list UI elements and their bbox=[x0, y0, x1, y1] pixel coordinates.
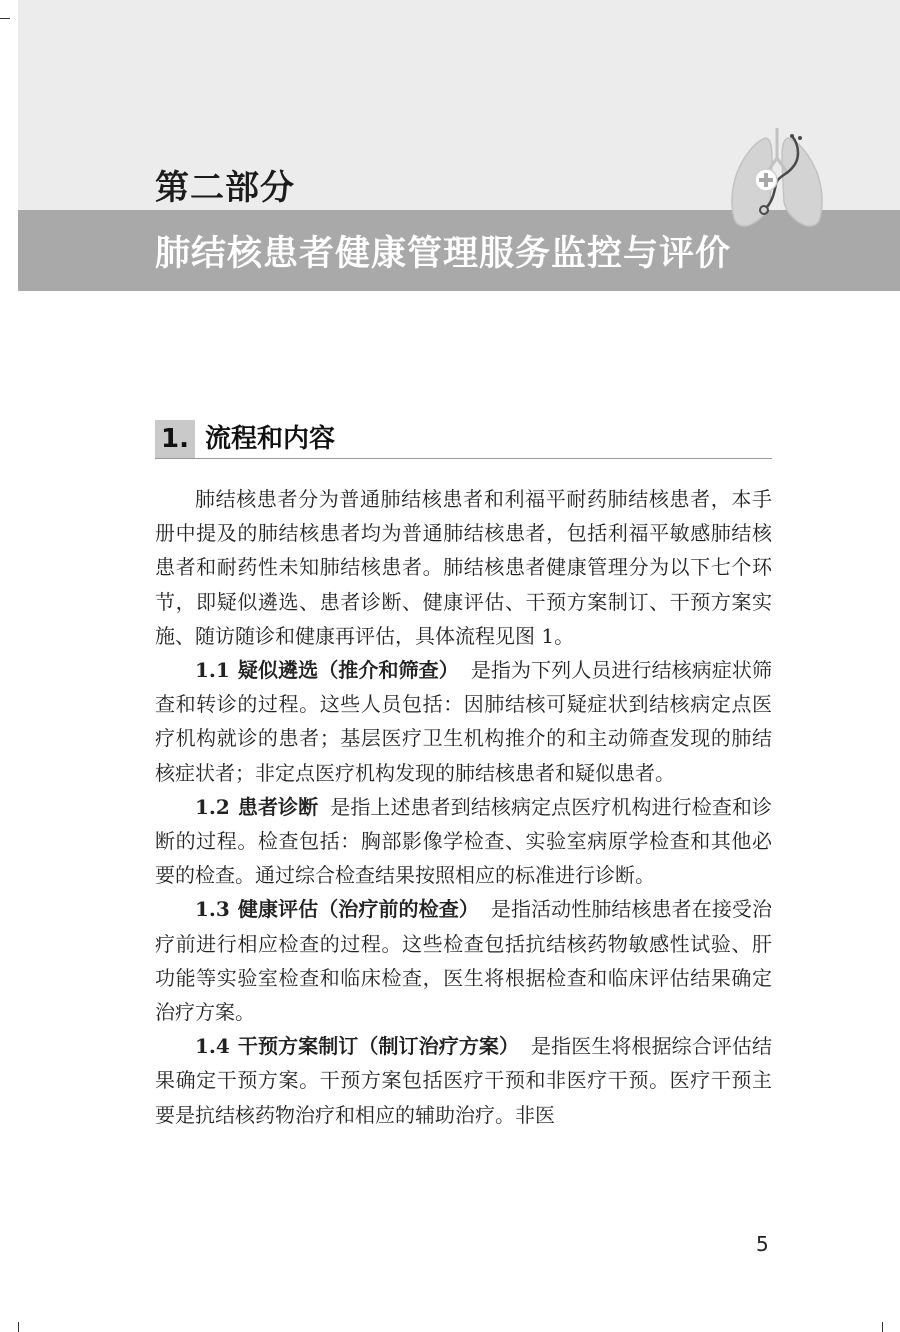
crop-mark bbox=[882, 1322, 883, 1332]
paragraph-text: 是指上述患者到结核病定点医疗机构进行检查和诊断的过程。检查包括：胸部影像学检查、实验室病原学检查和其他必要的检查。通过综合检查结果按照相应的标准进行诊断。 bbox=[155, 794, 773, 888]
subsection-number: 1.2 bbox=[195, 794, 230, 819]
part-title: 肺结核患者健康管理服务监控与评价 bbox=[155, 233, 732, 274]
paragraph bbox=[155, 482, 772, 653]
paragraph bbox=[155, 653, 772, 790]
paragraph-text: 是指为下列人员进行结核病症状筛查和转诊的过程。这些人员包括：因肺结核可疑症状到结核病定点医疗机构就诊的患者；基层医疗卫生机构推介的和主动筛查发现的肺结核症状者；非定点医疗机构发现的肺结核患者和疑似患者。 bbox=[155, 658, 773, 785]
part-label: 第二部分 bbox=[155, 168, 295, 208]
subsection-number: 1.4 bbox=[195, 1034, 230, 1059]
subsection-title: 患者诊断 bbox=[237, 794, 319, 819]
paragraph bbox=[155, 790, 772, 893]
subsection-title: 健康评估（治疗前的检查） bbox=[237, 897, 479, 922]
lungs-stethoscope-icon bbox=[718, 128, 836, 240]
subsection-number: 1.1 bbox=[195, 658, 230, 683]
paragraph-text: 是指医生将根据综合评估结果确定干预方案。干预方案包括医疗干预和非医疗干预。医疗干预主要是抗结核药物治疗和相应的辅助治疗。非医 bbox=[155, 1034, 773, 1127]
body-text bbox=[155, 482, 772, 1132]
paragraph-text: 是指活动性肺结核患者在接受治疗前进行相应检查的过程。这些检查包括抗结核药物敏感性试验、肝功能等实验室检查和临床检查，医生将根据检查和临床评估结果确定治疗方案。 bbox=[155, 897, 773, 1025]
subsection-number: 1.3 bbox=[195, 897, 230, 922]
paragraph bbox=[155, 1029, 772, 1132]
subsection-title: 疑似遴选（推介和筛查） bbox=[237, 658, 459, 683]
page-number: 5 bbox=[756, 1232, 769, 1256]
crop-mark bbox=[0, 18, 10, 19]
paragraph bbox=[155, 892, 772, 1029]
section-number: 1. bbox=[155, 420, 195, 458]
paragraph-text: 肺结核患者分为普通肺结核患者和利福平耐药肺结核患者，本手册中提及的肺结核患者均为普通肺结核患者，包括利福平敏感肺结核患者和耐药性未知肺结核患者。肺结核患者健康管理分为以下七个环节，即疑似遴选、患者诊断、健康评估、干预方案制订、干预方案实施、随访随诊和健康再评估，具体流程见图 1。 bbox=[155, 487, 772, 648]
section-heading bbox=[155, 420, 772, 459]
section-title: 流程和内容 bbox=[205, 424, 336, 454]
subsection-title: 干预方案制订（制订治疗方案） bbox=[237, 1034, 520, 1059]
crop-mark bbox=[18, 1322, 19, 1332]
